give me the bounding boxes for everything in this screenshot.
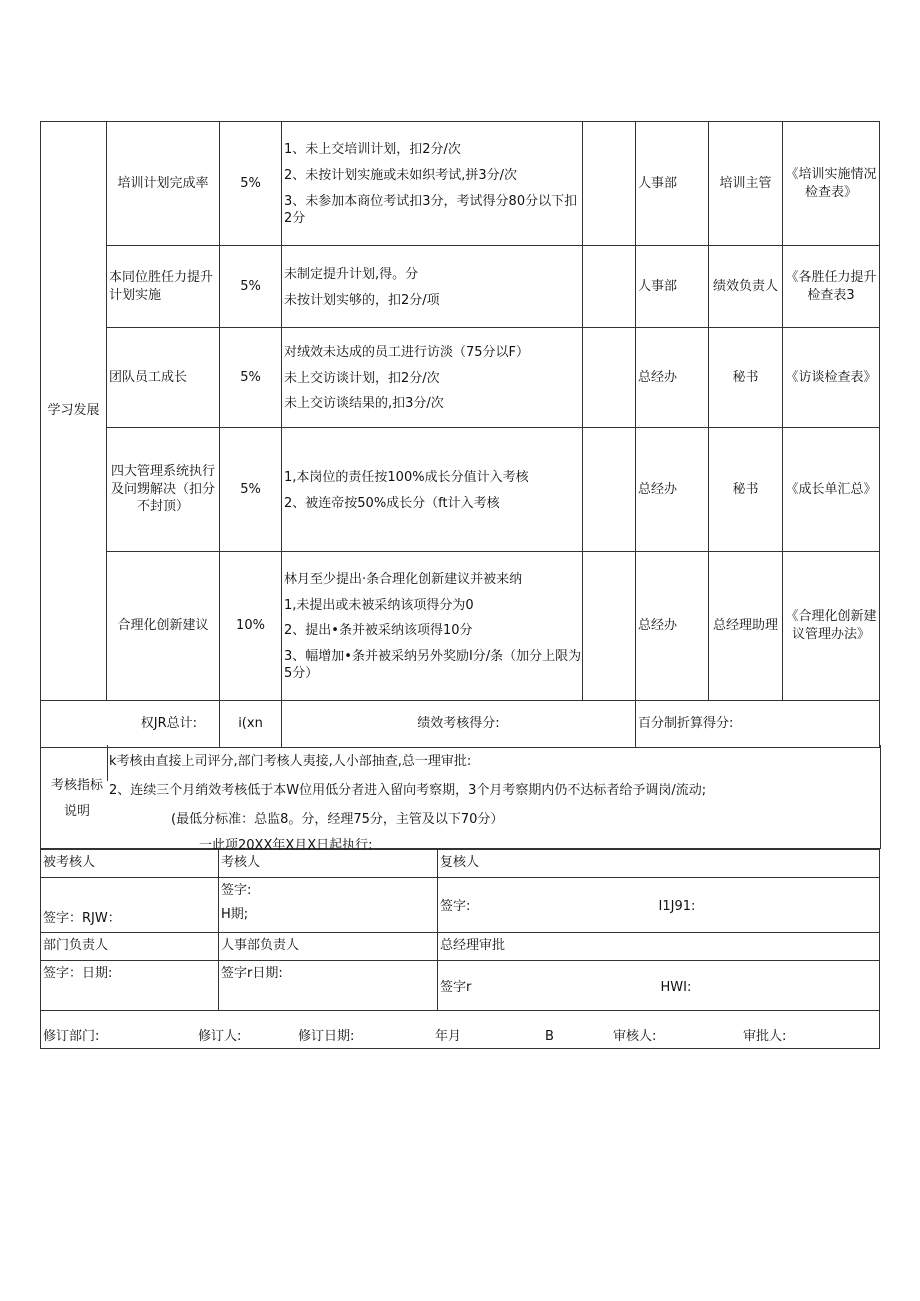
item-name: 合理化创新建议: [107, 552, 220, 701]
examiner-title: 考核人: [219, 850, 438, 878]
dept: 总经办: [636, 552, 709, 701]
note-line: k考核由直接上司评分,部门考核人夷接,人小部抽查,总一理审批:: [109, 754, 472, 769]
reviewer-title: 复核人: [438, 850, 880, 878]
gm-sign-cell[interactable]: [438, 961, 880, 1011]
total-row: [41, 701, 880, 748]
reviewer-sign-cell[interactable]: [438, 878, 880, 933]
reviewer-date: I1J91:: [658, 899, 696, 915]
item-name: 本同位胜任力提升计划实施: [107, 246, 220, 328]
item-name: 培训计划完成率: [107, 122, 220, 246]
examinee-sign[interactable]: 签字：RJW：: [41, 878, 219, 933]
blank-cell: [583, 552, 636, 701]
examinee-title: 被考核人: [41, 850, 219, 878]
score-label: 绩效考核得分:: [282, 701, 636, 748]
criteria-line: 2、未按计划实施或未如织考试,拼3分/次: [284, 167, 518, 183]
gm-sign: 签字r: [440, 979, 472, 995]
note-line: 一此项20XX年X月X日起执行:: [199, 838, 373, 853]
revise-day: B: [545, 1029, 554, 1044]
person: 培训主管: [709, 122, 783, 246]
weight: 10%: [220, 552, 282, 701]
criteria-line: 2、提出•条并被采纳该项得10分: [284, 623, 473, 639]
blank-cell: [583, 428, 636, 552]
assessment-table: [40, 121, 880, 748]
approver-label: 审批人:: [743, 1029, 787, 1044]
criteria-cell: [282, 328, 583, 428]
blank-cell: [583, 246, 636, 328]
criteria-cell: [282, 122, 583, 246]
criteria-line: 林月至少提出·条合理化创新建议并被来纳: [284, 572, 523, 588]
criteria-line: 未按计划实够的，扣2分/项: [284, 292, 440, 308]
reviewer-sign: 签字:: [440, 899, 471, 915]
person: 绩效负责人: [709, 246, 783, 328]
source: 《成长单汇总》: [783, 428, 880, 552]
criteria-line: 未制定提升计划,得。分: [284, 266, 419, 282]
hr-head-title: 人事部负责人: [219, 933, 438, 961]
criteria-line: 未上交访谈结果的,扣3分/次: [284, 396, 444, 412]
criteria-line: 1、未上交培训计划，扣2分/次: [284, 142, 461, 158]
blank-cell: [583, 328, 636, 428]
dept-head-title: 部门负责人: [41, 933, 219, 961]
weight: 5%: [220, 328, 282, 428]
notes-label: 考核指标说明: [50, 778, 103, 819]
item-name: 四大管理系统执行及问甥解决（扣分不封顶）: [107, 428, 220, 552]
footer-row: [41, 1011, 880, 1049]
criteria-line: 1,未提出或未被采纳该项得分为0: [284, 597, 474, 613]
weight: 5%: [220, 122, 282, 246]
table-row: [41, 428, 880, 552]
weight: 5%: [220, 246, 282, 328]
dept: 总经办: [636, 328, 709, 428]
category-cell: 学习发展: [41, 122, 107, 701]
blank-cell: [583, 122, 636, 246]
criteria-line: 未上交访谈计划，扣2分/次: [284, 370, 440, 386]
revise-dept: 修订部门:: [43, 1029, 100, 1044]
criteria-line: 2、被连帝按50%成长分（ft计入考核: [284, 495, 500, 511]
total-value: i(xn: [220, 701, 282, 748]
criteria-line: 1,本岗位的责任按100%成长分值计入考核: [284, 469, 529, 485]
revise-ym: 年月: [435, 1029, 462, 1044]
criteria-cell: [282, 428, 583, 552]
examiner-sign: 签字:: [221, 883, 252, 898]
notes-section: [40, 745, 881, 853]
note-line: 2、连续三个月绡效考核低于本W位用低分者进入留向考察期，3个月考察期内仍不达标者给予调岗/流动;: [109, 783, 707, 798]
examiner-sign-cell[interactable]: [219, 878, 438, 933]
criteria-cell: [282, 246, 583, 328]
gm-date: HWI:: [660, 979, 692, 995]
source: 《合理化创新建议管理办法》: [783, 552, 880, 701]
source: 《各胜任力提升检查表3: [783, 246, 880, 328]
dept: 总经办: [636, 428, 709, 552]
signature-table: [40, 849, 880, 1049]
criteria-line: 3、幅增加•条并被采纳另外奖励I分/条（加分上限为5分）: [284, 648, 582, 682]
weight: 5%: [220, 428, 282, 552]
person: 总经理助理: [709, 552, 783, 701]
revise-person: 修订人:: [198, 1029, 242, 1044]
criteria-cell: [282, 552, 583, 701]
examiner-date: H期;: [221, 906, 249, 922]
dept: 人事部: [636, 122, 709, 246]
revise-date: 修订日期:: [298, 1029, 355, 1044]
percent-label: 百分制折算得分:: [636, 701, 880, 748]
person: 秘书: [709, 328, 783, 428]
source: 《访谈检查表》: [783, 328, 880, 428]
criteria-line: 对绒效未达成的员工进行访淡（75分以F）: [284, 345, 530, 361]
table-row: [41, 328, 880, 428]
table-row: [41, 122, 880, 246]
dept: 人事部: [636, 246, 709, 328]
hr-sign[interactable]: 签字r日期:: [219, 961, 438, 1011]
total-label: 权JR总计:: [41, 701, 220, 748]
table-row: [41, 552, 880, 701]
source: 《培训实施情况检查表》: [783, 122, 880, 246]
note-line: (最低分标准：总监8。分，经理75分，主管及以下70分）: [171, 812, 504, 827]
dept-sign[interactable]: 签字：日期:: [41, 961, 219, 1011]
person: 秘书: [709, 428, 783, 552]
criteria-line: 3、未参加本商位考试扣3分，考试得分80分以下扣2分: [284, 193, 578, 227]
table-row: [41, 246, 880, 328]
reviewer-label: 审核人:: [613, 1029, 657, 1044]
item-name: 团队员工成长: [107, 328, 220, 428]
gm-approval-title: 总经理审批: [438, 933, 880, 961]
